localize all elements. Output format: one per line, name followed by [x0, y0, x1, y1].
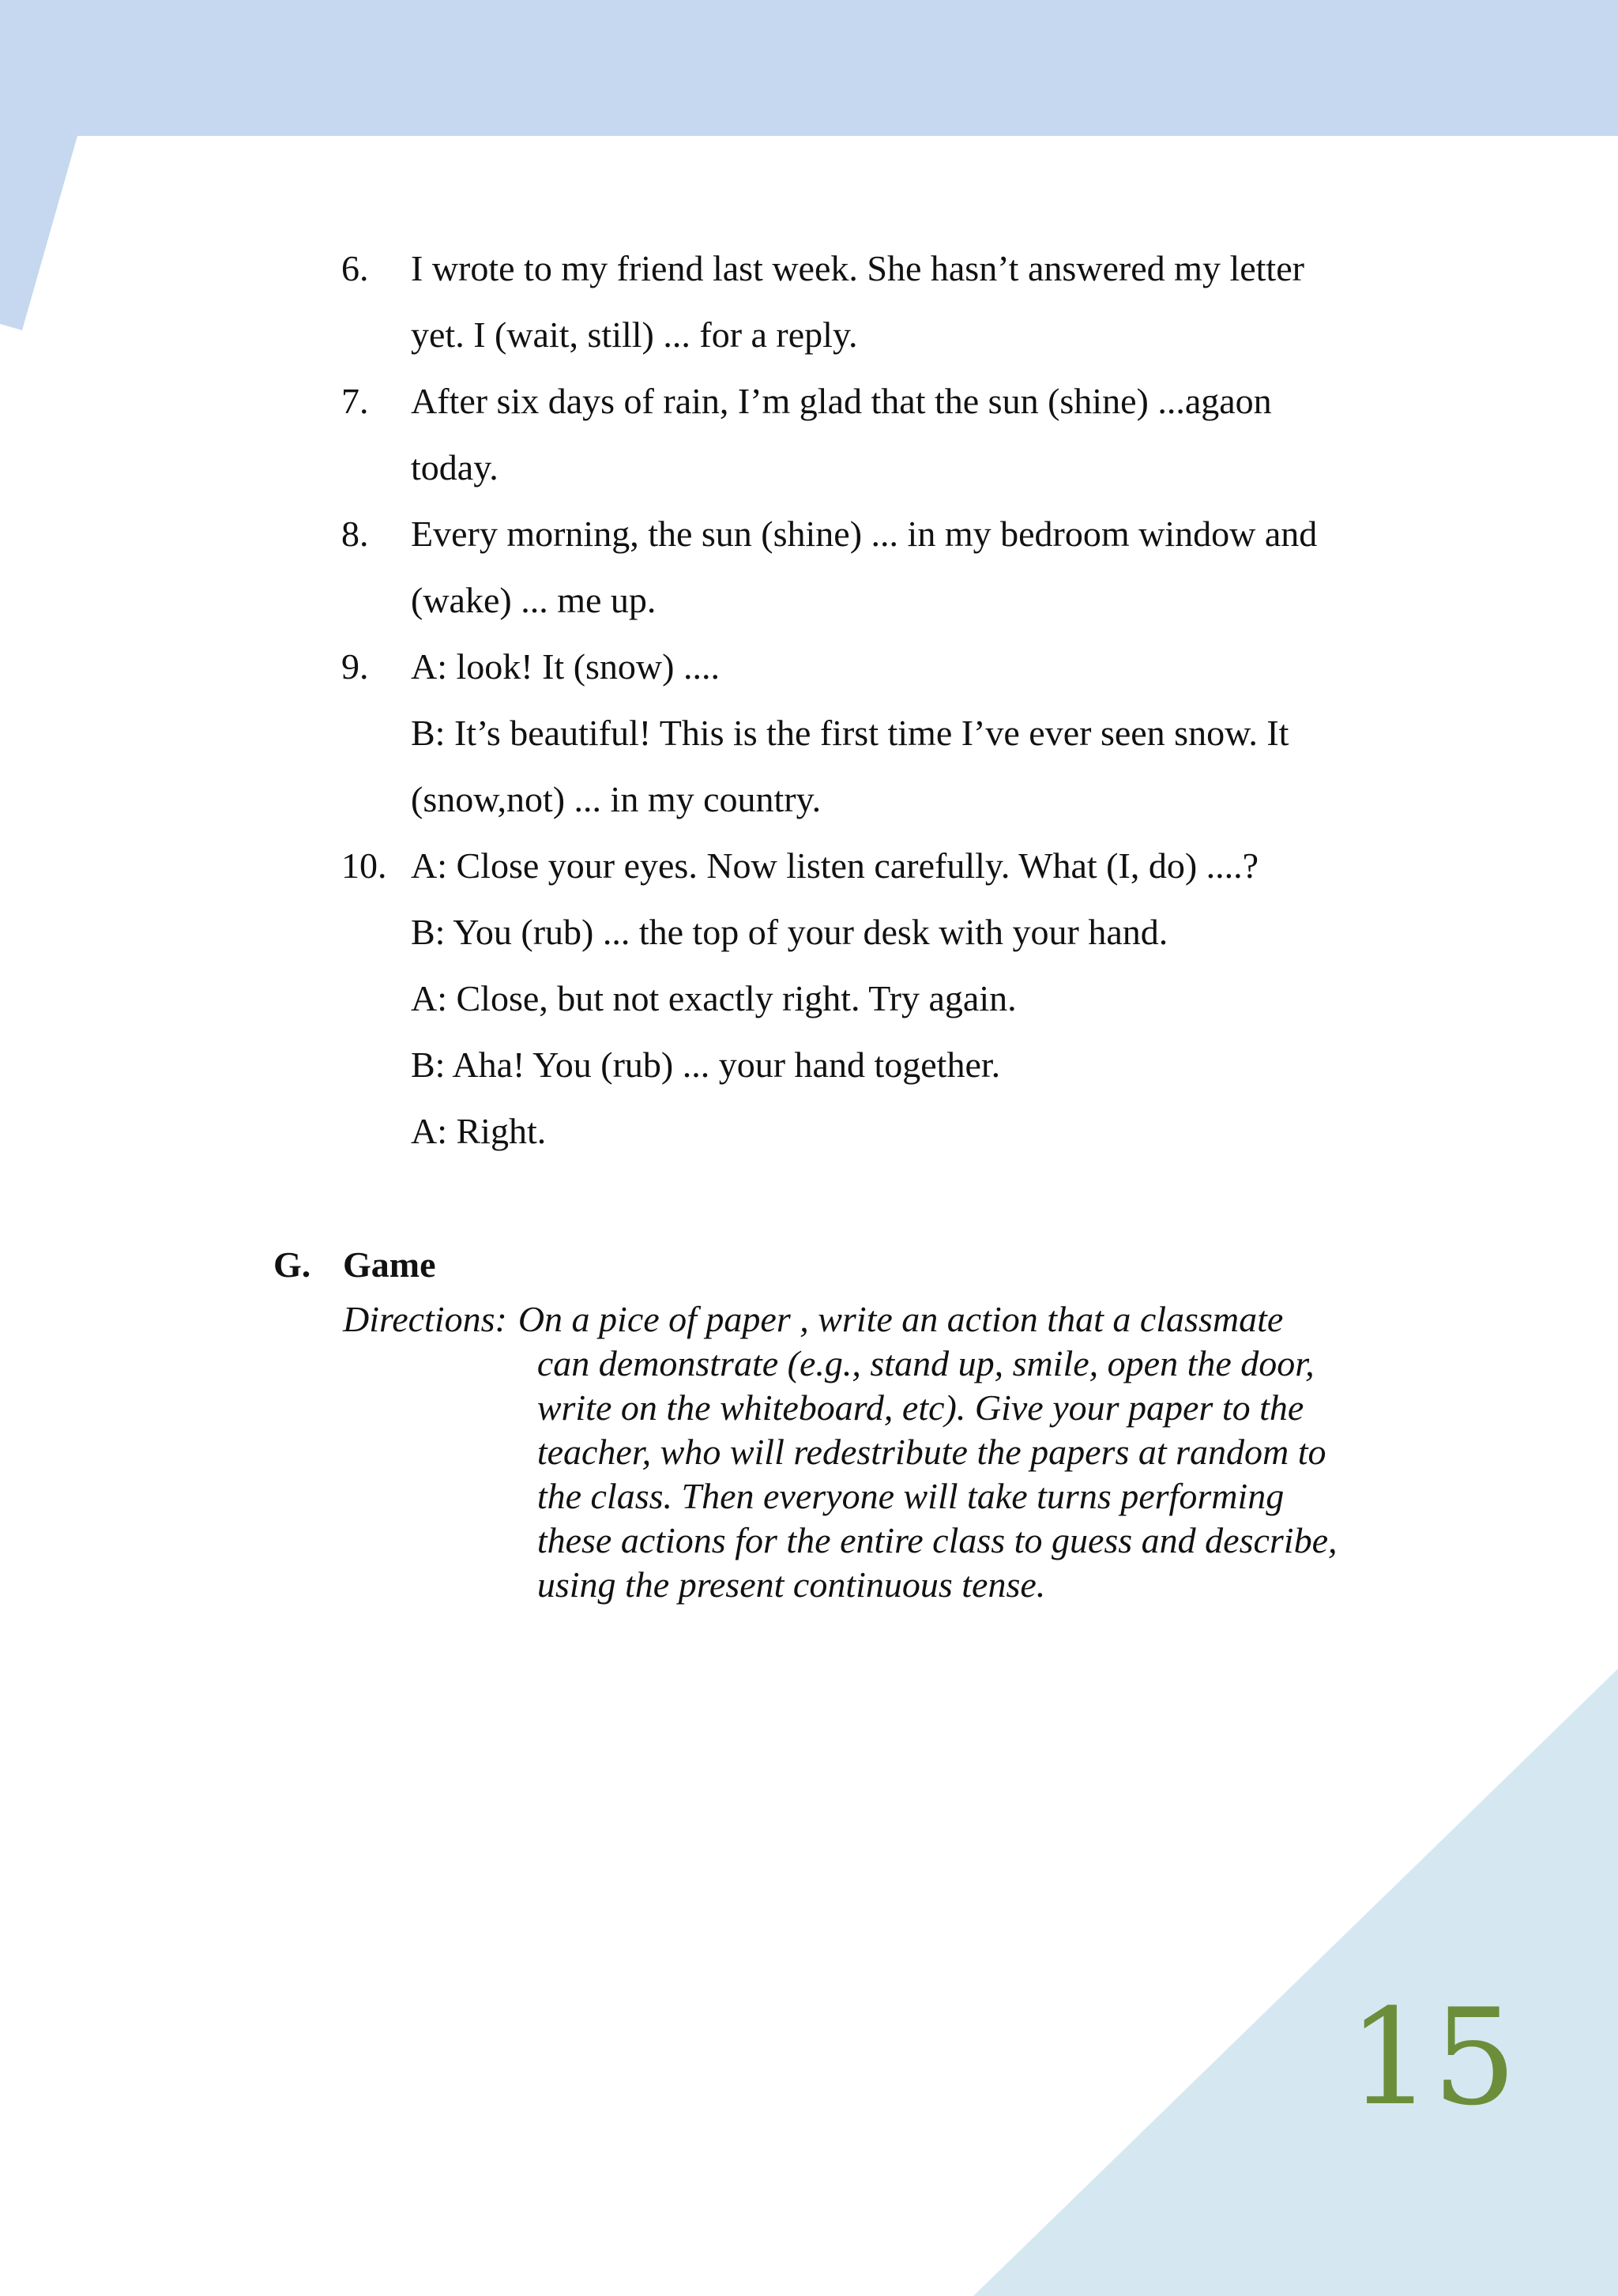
- exercise-item-6: [341, 235, 1432, 368]
- directions-line: the class. Then everyone will take turns performing: [536, 1476, 1285, 1516]
- item-line: After six days of rain, I’m glad that the sun (shine) ...agaon: [411, 381, 1272, 421]
- item-number: 8.: [341, 514, 369, 554]
- directions-line: write on the whiteboard, etc). Give your paper to the: [536, 1387, 1304, 1428]
- exercise-list: [341, 235, 1432, 1165]
- page-number: 15: [1348, 1980, 1517, 2135]
- directions-line: teacher, who will redestribute the papers at random to: [536, 1432, 1326, 1472]
- exercise-item-8: [341, 501, 1432, 634]
- item-line: A: Right.: [411, 1111, 547, 1151]
- item-line: (wake) ... me up.: [411, 580, 657, 620]
- item-number: 9.: [341, 646, 369, 687]
- directions-line: can demonstrate (e.g., stand up, smile, open the door,: [536, 1343, 1315, 1383]
- item-line: B: You (rub) ... the top of your desk with your hand.: [411, 912, 1168, 952]
- item-line: B: It’s beautiful! This is the first time I’ve ever seen snow. It: [411, 713, 1289, 753]
- item-line: today.: [411, 447, 499, 487]
- section-heading: [273, 1237, 1411, 1293]
- exercise-item-10: [341, 833, 1432, 1165]
- item-number: 10.: [341, 845, 387, 886]
- exercise-item-9: [341, 634, 1432, 833]
- item-number: 6.: [341, 248, 369, 288]
- directions-label: Directions:: [343, 1299, 507, 1339]
- directions-line: these actions for the entire class to guess and describe,: [536, 1520, 1338, 1560]
- item-line: I wrote to my friend last week. She hasn’t answered my letter: [411, 248, 1304, 288]
- directions-block: [343, 1297, 1411, 1607]
- directions-line: On a pice of paper , write an action that a classmate: [517, 1299, 1284, 1339]
- item-line: (snow,not) ... in my country.: [411, 779, 822, 819]
- exercise-item-7: [341, 368, 1432, 501]
- section-title: Game: [343, 1244, 436, 1285]
- item-line: A: Close your eyes. Now listen carefully. What (I, do) ....?: [411, 845, 1259, 886]
- bottom-right-triangle-shape: [973, 1669, 1618, 2296]
- item-line: B: Aha! You (rub) ... your hand together.: [411, 1044, 1001, 1085]
- item-line: yet. I (wait, still) ... for a reply.: [411, 314, 858, 355]
- item-line: A: Close, but not exactly right. Try again.: [411, 978, 1017, 1018]
- item-line: A: look! It (snow) ....: [411, 646, 720, 687]
- directions-line: using the present continuous tense.: [536, 1564, 1046, 1605]
- item-number: 7.: [341, 381, 369, 421]
- item-line: Every morning, the sun (shine) ... in my bedroom window and: [411, 514, 1318, 554]
- section-letter: G.: [273, 1244, 311, 1285]
- game-section: [273, 1237, 1411, 1607]
